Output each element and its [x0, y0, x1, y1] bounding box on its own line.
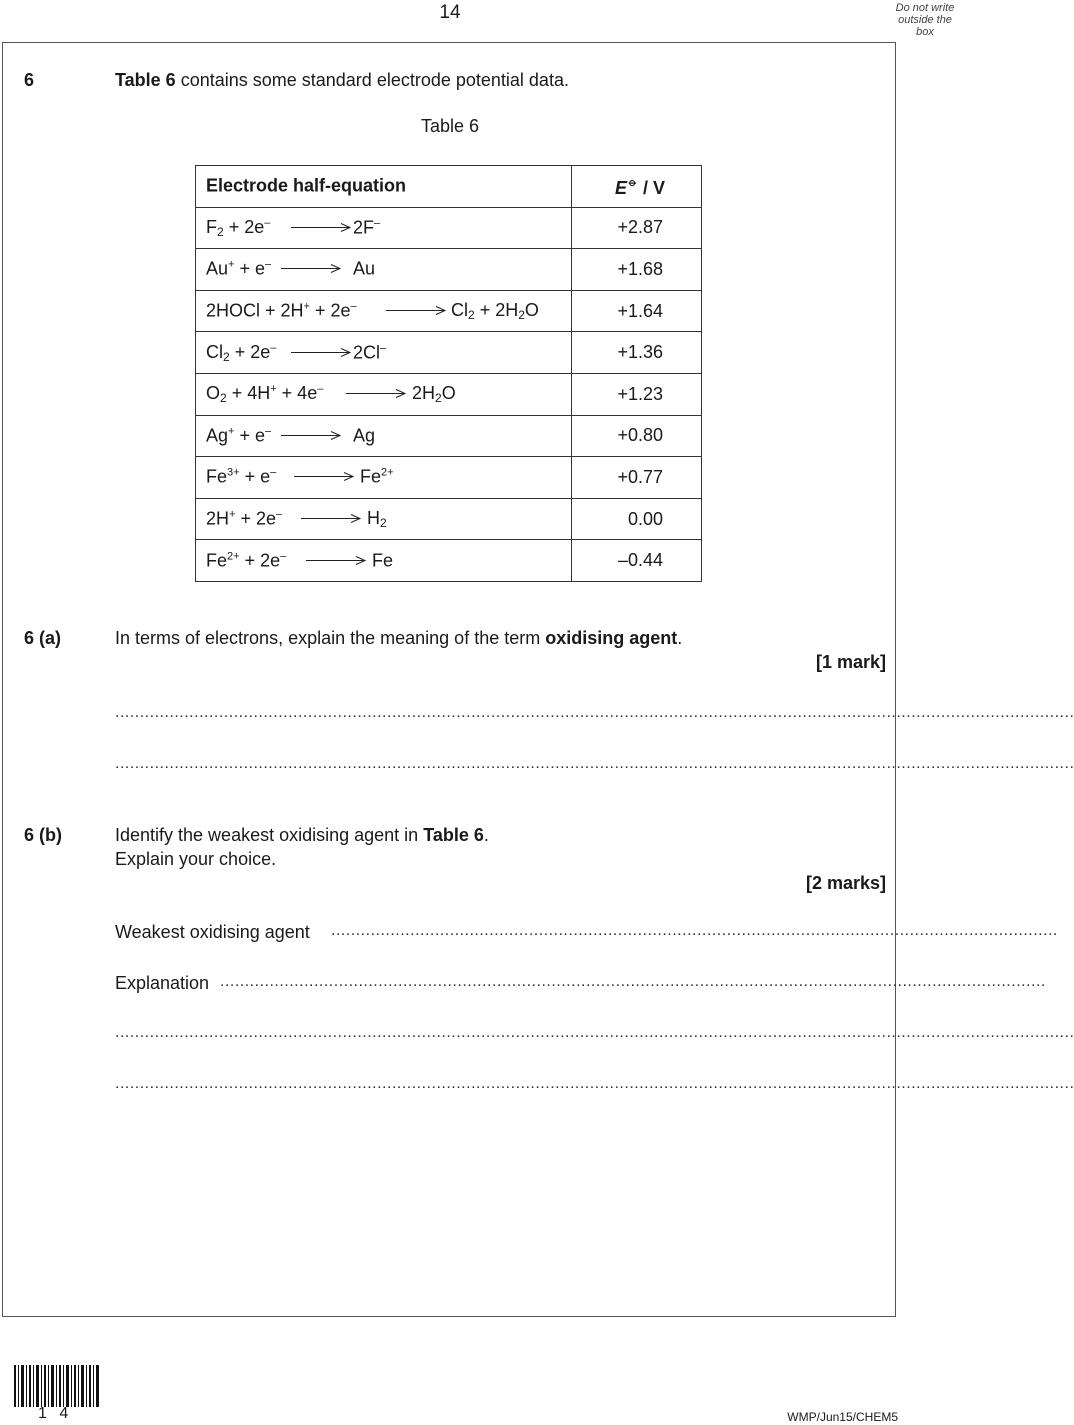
reaction-arrow-icon — [301, 514, 361, 524]
reaction-arrow-icon — [281, 264, 341, 274]
answer-line[interactable]: .................................................................................................................................................................................................. — [115, 755, 1074, 772]
equation-reactants: $F_2 + 2e^-$ — [206, 216, 271, 239]
table-title: Table 6 — [420, 116, 480, 136]
reaction-arrow-icon — [346, 389, 406, 399]
potential-value: +1.64 — [572, 290, 702, 332]
equation-reactants: $O_2 + 4H^+ + 4e^-$ — [206, 383, 324, 406]
half-equation-cell — [196, 290, 572, 332]
intro-text: contains some standard electrode potential data. — [175, 70, 569, 90]
equation-reactants: 2HOCl + 2H+ + 2e– — [206, 300, 357, 321]
equation-products: Fe — [372, 550, 394, 571]
page-number: 14 — [439, 2, 461, 23]
reaction-arrow-icon — [386, 306, 446, 316]
reaction-arrow-icon — [294, 472, 354, 482]
part-a-label: 6 (a) — [24, 628, 62, 648]
table-row — [196, 373, 702, 415]
table-row — [196, 249, 702, 291]
equation-products: $Cl_2 + 2H_2O$ — [451, 300, 539, 323]
barcode-number: 1 4 — [38, 1405, 73, 1422]
half-equation-cell — [196, 332, 572, 374]
half-equation-cell — [196, 457, 572, 499]
weakest-agent-answer-line[interactable]: ................................................................................................................................................... — [331, 922, 1058, 939]
half-equation-cell — [196, 249, 572, 291]
explanation-label: Explanation — [115, 973, 210, 993]
equation-products: 2F– — [353, 217, 381, 238]
potential-value: 0.00 — [572, 498, 702, 540]
equation-products: $2H_2O$ — [412, 383, 456, 406]
reaction-arrow-icon — [281, 430, 341, 440]
equation-reactants: $Fe^{2+} + 2e^-$ — [206, 550, 287, 571]
equation-products: 2Cl– — [353, 342, 387, 363]
barcode-icon — [14, 1365, 100, 1407]
question-number: 6 — [24, 70, 35, 90]
table-row — [196, 415, 702, 457]
question-intro — [115, 70, 569, 91]
half-equation-cell — [196, 207, 572, 249]
explanation-answer-line[interactable]: ....................................................................................................................................................................... — [220, 973, 1046, 990]
reaction-arrow-icon — [306, 555, 366, 565]
equation-products: Ag — [353, 425, 376, 446]
potential-value: +1.23 — [572, 373, 702, 415]
table-row — [196, 207, 702, 249]
equation-reactants: Ag+ + e– — [206, 425, 272, 446]
footer-code: WMP/Jun15/CHEM5 — [787, 1410, 898, 1424]
header-equation: Electrode half-equation — [196, 166, 572, 208]
half-equation-cell — [196, 415, 572, 457]
potential-value: –0.44 — [572, 540, 702, 582]
potential-value: +0.77 — [572, 457, 702, 499]
reaction-arrow-icon — [291, 222, 351, 232]
table-row — [196, 540, 702, 582]
table-row — [196, 498, 702, 540]
half-equation-cell — [196, 373, 572, 415]
equation-products: $H_2$ — [367, 508, 387, 531]
margin-note: Do not write outside the box — [895, 2, 955, 38]
equation-reactants: Au+ + e– — [206, 258, 272, 279]
intro-table-ref: Table 6 — [115, 70, 176, 90]
potential-value: +2.87 — [572, 207, 702, 249]
equation-reactants: 2H+ + 2e– — [206, 508, 283, 529]
header-potential: E⦵ / V — [572, 166, 702, 208]
equation-products: $Fe^{2+}$ — [360, 466, 394, 487]
reaction-arrow-icon — [291, 347, 351, 357]
electrode-potential-table — [195, 165, 702, 582]
answer-line[interactable]: .................................................................................................................................................................................................. — [115, 704, 1074, 721]
potential-value: +1.36 — [572, 332, 702, 374]
potential-value: +0.80 — [572, 415, 702, 457]
part-a-question: In terms of electrons, explain the meaning of the term oxidising agent. — [115, 628, 683, 648]
part-b-question-line2: Explain your choice. — [115, 849, 277, 869]
table-row — [196, 290, 702, 332]
answer-line[interactable]: .................................................................................................................................................................................................. — [115, 1024, 1074, 1041]
part-b-marks: [2 marks] — [805, 873, 886, 893]
equation-reactants: $Cl_2 + 2e^-$ — [206, 341, 277, 364]
half-equation-cell — [196, 540, 572, 582]
potential-value: +1.68 — [572, 249, 702, 291]
table-header-row — [196, 166, 702, 208]
table-row — [196, 332, 702, 374]
equation-products: Au — [353, 258, 376, 279]
half-equation-cell — [196, 498, 572, 540]
weakest-agent-label: Weakest oxidising agent — [115, 922, 310, 942]
part-a-marks: [1 mark] — [815, 652, 886, 672]
table-row — [196, 457, 702, 499]
equation-reactants: $Fe^{3+} + e^-$ — [206, 466, 277, 487]
part-b-label: 6 (b) — [24, 825, 62, 845]
part-b-question-line1: Identify the weakest oxidising agent in Table 6. — [115, 825, 489, 845]
answer-line[interactable]: .................................................................................................................................................................................................. — [115, 1075, 1074, 1092]
